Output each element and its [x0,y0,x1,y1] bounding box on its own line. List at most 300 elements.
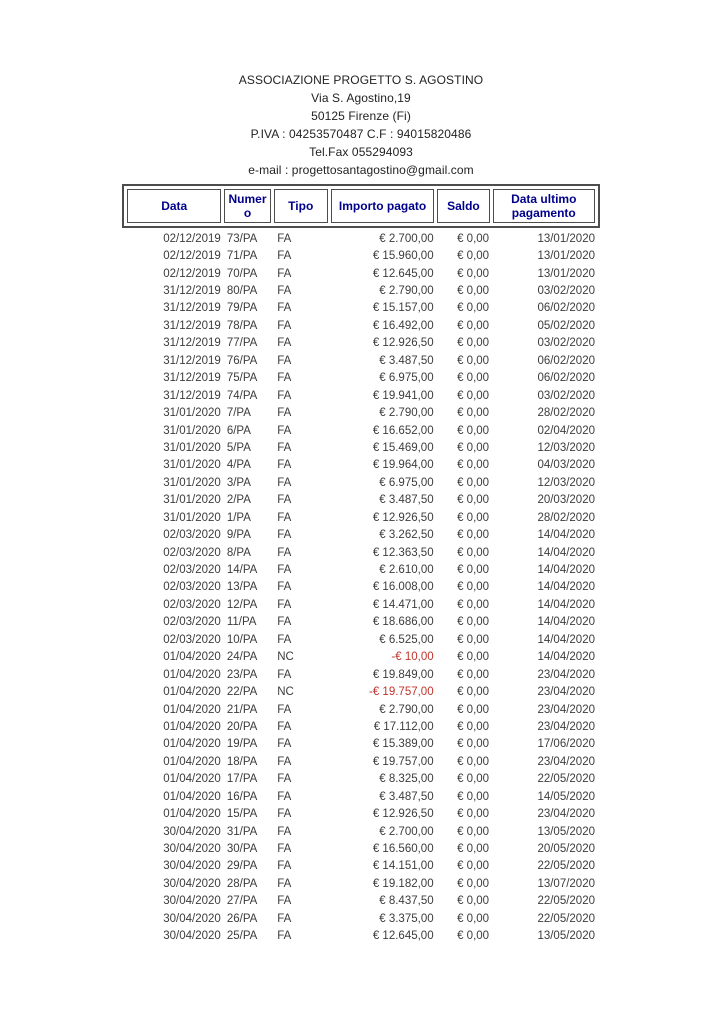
cell-amount-paid: € 17.112,00 [373,720,434,733]
cell-amount-paid: € 18.686,00 [372,616,434,629]
cell-type: FA [277,668,292,681]
cell-amount-paid: € 16.492,00 [372,319,434,332]
cell-type: FA [277,250,292,263]
cell-amount-paid: € 2.790,00 [379,407,434,420]
cell-number: 3/PA [226,476,251,489]
cell-balance: € 0,00 [457,651,490,664]
payments-table-body [127,230,597,945]
header-row [127,189,595,223]
cell-amount-paid: € 16.008,00 [372,581,434,594]
cell-amount-paid: € 15.469,00 [372,441,434,454]
table-row [127,352,597,369]
cell-number: 9/PA [226,529,251,542]
cell-amount-paid: € 14.151,00 [372,860,434,873]
cell-amount-paid: € 12.645,00 [372,930,434,943]
cell-number: 12/PA [226,598,258,611]
cell-last-payment-date: 23/04/2020 [537,720,595,733]
table-row [127,928,597,945]
cell-date: 31/01/2020 [163,476,221,489]
cell-last-payment-date: 17/06/2020 [537,738,595,751]
cell-last-payment-date: 14/04/2020 [537,564,595,577]
cell-last-payment-date: 14/04/2020 [537,651,595,664]
cell-date: 30/04/2020 [163,912,221,925]
cell-last-payment-date: 13/01/2020 [537,267,595,280]
cell-balance: € 0,00 [457,459,490,472]
cell-balance: € 0,00 [457,598,490,611]
cell-date: 01/04/2020 [163,668,221,681]
cell-amount-paid: € 19.964,00 [372,459,434,472]
cell-type: FA [277,389,292,402]
cell-type: FA [277,337,292,350]
cell-type: FA [277,616,292,629]
cell-amount-paid: € 15.389,00 [372,738,434,751]
cell-date: 30/04/2020 [163,877,221,890]
cell-type: FA [277,703,292,716]
cell-type: FA [277,790,292,803]
cell-balance: € 0,00 [457,877,490,890]
cell-number: 29/PA [226,860,258,873]
table-row [127,509,597,526]
table-row [127,631,597,648]
table-row [127,858,597,875]
cell-last-payment-date: 23/04/2020 [537,668,595,681]
cell-last-payment-date: 06/02/2020 [537,354,595,367]
cell-type: FA [277,302,292,315]
cell-type: FA [277,860,292,873]
cell-type: NC [277,651,294,664]
cell-number: 74/PA [226,389,258,402]
cell-last-payment-date: 06/02/2020 [537,302,595,315]
cell-date: 02/03/2020 [163,564,221,577]
cell-type: FA [277,825,292,838]
cell-balance: € 0,00 [457,407,490,420]
cell-last-payment-date: 14/04/2020 [537,529,595,542]
cell-date: 31/12/2019 [163,337,221,350]
cell-amount-paid: € 16.560,00 [372,843,434,856]
cell-balance: € 0,00 [457,930,490,943]
cell-last-payment-date: 04/03/2020 [537,459,595,472]
cell-number: 23/PA [226,668,258,681]
cell-type: FA [277,232,292,245]
cell-type: FA [277,720,292,733]
cell-date: 01/04/2020 [163,651,221,664]
table-row [127,265,597,282]
cell-last-payment-date: 23/04/2020 [537,686,595,699]
cell-date: 30/04/2020 [163,843,221,856]
cell-balance: € 0,00 [457,302,490,315]
cell-number: 28/PA [226,877,258,890]
cell-amount-paid: € 14.471,00 [372,598,434,611]
cell-amount-paid: € 15.157,00 [372,302,434,315]
table-row [127,771,597,788]
table-row [127,422,597,439]
cell-date: 31/01/2020 [163,424,221,437]
cell-balance: € 0,00 [457,668,490,681]
cell-last-payment-date: 03/02/2020 [537,337,595,350]
cell-balance: € 0,00 [457,441,490,454]
cell-balance: € 0,00 [457,773,490,786]
table-row [127,753,597,770]
cell-amount-paid: € 6.525,00 [379,633,434,646]
cell-date: 30/04/2020 [163,860,221,873]
cell-number: 13/PA [226,581,258,594]
cell-last-payment-date: 05/02/2020 [537,319,595,332]
cell-date: 02/03/2020 [163,633,221,646]
cell-last-payment-date: 23/04/2020 [537,703,595,716]
cell-amount-paid: € 6.975,00 [379,372,434,385]
cell-date: 31/12/2019 [163,302,221,315]
cell-balance: € 0,00 [457,686,490,699]
cell-balance: € 0,00 [457,616,490,629]
cell-number: 71/PA [226,250,258,263]
cell-date: 30/04/2020 [163,895,221,908]
cell-number: 24/PA [226,651,258,664]
cell-amount-paid: € 3.262,50 [379,529,434,542]
cell-amount-paid: € 3.375,00 [379,912,434,925]
address-street: Via S. Agostino,19 [311,91,411,105]
cell-number: 77/PA [226,337,258,350]
table-row [127,335,597,352]
org-name: ASSOCIAZIONE PROGETTO S. AGOSTINO [238,73,484,87]
cell-amount-paid: € 2.610,00 [379,564,434,577]
payments-table-header [122,184,600,228]
cell-type: FA [277,738,292,751]
cell-type: FA [277,407,292,420]
cell-last-payment-date: 14/04/2020 [537,581,595,594]
cell-last-payment-date: 20/03/2020 [537,494,595,507]
table-row [127,230,597,247]
cell-last-payment-date: 12/03/2020 [537,441,595,454]
cell-type: FA [277,755,292,768]
cell-last-payment-date: 20/05/2020 [537,843,595,856]
table-row [127,317,597,334]
cell-number: 6/PA [226,424,251,437]
cell-balance: € 0,00 [457,267,490,280]
table-row [127,649,597,666]
cell-amount-paid: € 19.941,00 [372,389,434,402]
cell-balance: € 0,00 [457,790,490,803]
cell-amount-paid: € 8.325,00 [379,773,434,786]
cell-type: FA [277,546,292,559]
cell-last-payment-date: 13/05/2020 [537,825,595,838]
cell-number: 76/PA [226,354,258,367]
cell-number: 22/PA [226,686,258,699]
cell-number: 14/PA [226,564,258,577]
cell-number: 11/PA [226,616,257,629]
cell-type: FA [277,930,292,943]
cell-number: 1/PA [226,511,251,524]
table-row [127,439,597,456]
cell-date: 31/12/2019 [163,319,221,332]
cell-type: FA [277,581,292,594]
cell-number: 2/PA [226,494,251,507]
cell-date: 01/04/2020 [163,703,221,716]
table-row [127,788,597,805]
cell-last-payment-date: 06/02/2020 [537,372,595,385]
cell-date: 02/12/2019 [163,267,221,280]
cell-date: 02/03/2020 [163,616,221,629]
cell-last-payment-date: 12/03/2020 [537,476,595,489]
cell-balance: € 0,00 [457,389,490,402]
table-row [127,492,597,509]
cell-balance: € 0,00 [457,633,490,646]
cell-last-payment-date: 13/07/2020 [537,877,595,890]
cell-amount-paid: -€ 19.757,00 [369,686,434,699]
cell-amount-paid: € 6.975,00 [379,476,434,489]
cell-amount-paid: € 3.487,50 [379,354,434,367]
cell-type: FA [277,633,292,646]
table-row [127,893,597,910]
table-row [127,300,597,317]
cell-type: FA [277,354,292,367]
cell-balance: € 0,00 [457,494,490,507]
cell-amount-paid: € 12.645,00 [372,267,434,280]
cell-balance: € 0,00 [457,738,490,751]
cell-number: 17/PA [226,773,258,786]
cell-last-payment-date: 13/01/2020 [537,232,595,245]
cell-number: 26/PA [226,912,258,925]
cell-amount-paid: € 12.926,50 [372,808,434,821]
table-row [127,404,597,421]
cell-last-payment-date: 22/05/2020 [537,860,595,873]
cell-amount-paid: € 19.757,00 [372,755,434,768]
cell-number: 73/PA [226,232,258,245]
cell-type: FA [277,895,292,908]
cell-type: FA [277,843,292,856]
cell-last-payment-date: 13/05/2020 [537,930,595,943]
table-row [127,718,597,735]
table-row [127,736,597,753]
table-row [127,579,597,596]
cell-balance: € 0,00 [457,703,490,716]
table-row [127,561,597,578]
cell-balance: € 0,00 [457,895,490,908]
cell-balance: € 0,00 [457,843,490,856]
column-header-balance: Saldo [437,189,489,223]
cell-type: FA [277,877,292,890]
cell-last-payment-date: 14/04/2020 [537,546,595,559]
cell-amount-paid: € 2.790,00 [379,703,434,716]
cell-date: 31/12/2019 [163,389,221,402]
cell-number: 16/PA [226,790,258,803]
column-header-last-payment-date: Data ultimo pagamento [493,189,595,223]
tel-fax: Tel.Fax 055294093 [309,145,413,159]
vat-fiscal-code: P.IVA : 04253570487 C.F : 94015820486 [250,127,472,141]
cell-balance: € 0,00 [457,912,490,925]
cell-amount-paid: € 3.487,50 [379,494,434,507]
address-city: 50125 Firenze (Fi) [311,109,411,123]
cell-number: 8/PA [226,546,251,559]
cell-type: FA [277,808,292,821]
cell-number: 27/PA [226,895,258,908]
cell-number: 10/PA [226,633,258,646]
cell-type: FA [277,494,292,507]
cell-balance: € 0,00 [457,529,490,542]
cell-balance: € 0,00 [457,250,490,263]
cell-date: 02/03/2020 [163,546,221,559]
cell-type: FA [277,773,292,786]
cell-amount-paid: € 8.437,50 [379,895,434,908]
cell-date: 02/12/2019 [163,250,221,263]
cell-date: 31/12/2019 [163,354,221,367]
cell-type: FA [277,459,292,472]
cell-date: 30/04/2020 [163,825,221,838]
column-header-date: Data [127,189,221,223]
cell-balance: € 0,00 [457,808,490,821]
cell-last-payment-date: 28/02/2020 [537,511,595,524]
cell-number: 30/PA [226,843,258,856]
cell-balance: € 0,00 [457,860,490,873]
table-row [127,474,597,491]
cell-type: FA [277,441,292,454]
cell-last-payment-date: 03/02/2020 [537,285,595,298]
table-row [127,596,597,613]
table-row [127,387,597,404]
cell-balance: € 0,00 [457,581,490,594]
cell-type: FA [277,372,292,385]
cell-last-payment-date: 03/02/2020 [537,389,595,402]
cell-date: 02/03/2020 [163,529,221,542]
cell-last-payment-date: 22/05/2020 [537,895,595,908]
cell-last-payment-date: 22/05/2020 [537,773,595,786]
cell-date: 31/12/2019 [163,285,221,298]
table-row [127,457,597,474]
cell-last-payment-date: 13/01/2020 [537,250,595,263]
cell-number: 78/PA [226,319,258,332]
cell-date: 31/01/2020 [163,459,221,472]
cell-date: 01/04/2020 [163,686,221,699]
cell-type: FA [277,511,292,524]
table-row [127,910,597,927]
cell-number: 15/PA [226,808,258,821]
cell-balance: € 0,00 [457,372,490,385]
cell-type: FA [277,598,292,611]
cell-date: 01/04/2020 [163,808,221,821]
cell-type: FA [277,319,292,332]
cell-balance: € 0,00 [457,720,490,733]
cell-date: 01/04/2020 [163,773,221,786]
cell-number: 75/PA [226,372,258,385]
cell-date: 02/03/2020 [163,581,221,594]
payments-table [124,230,600,945]
cell-amount-paid: € 2.700,00 [379,825,434,838]
cell-number: 20/PA [226,720,258,733]
cell-amount-paid: € 19.182,00 [372,877,434,890]
cell-number: 70/PA [226,267,258,280]
cell-balance: € 0,00 [457,424,490,437]
cell-type: FA [277,424,292,437]
cell-date: 31/01/2020 [163,494,221,507]
cell-amount-paid: € 12.926,50 [372,511,434,524]
cell-balance: € 0,00 [457,354,490,367]
cell-date: 01/04/2020 [163,755,221,768]
cell-type: FA [277,285,292,298]
cell-amount-paid: € 19.849,00 [372,668,434,681]
cell-amount-paid: € 15.960,00 [372,250,434,263]
cell-number: 25/PA [226,930,258,943]
table-row [127,247,597,264]
table-row [127,370,597,387]
cell-type: FA [277,529,292,542]
cell-last-payment-date: 28/02/2020 [537,407,595,420]
cell-last-payment-date: 14/05/2020 [537,790,595,803]
table-row [127,840,597,857]
table-row [127,683,597,700]
cell-amount-paid: € 12.926,50 [372,337,434,350]
cell-balance: € 0,00 [457,755,490,768]
cell-amount-paid: € 16.652,00 [372,424,434,437]
cell-date: 01/04/2020 [163,720,221,733]
cell-date: 01/04/2020 [163,790,221,803]
cell-type: FA [277,912,292,925]
cell-type: NC [277,686,294,699]
cell-amount-paid: € 2.790,00 [379,285,434,298]
cell-last-payment-date: 14/04/2020 [537,616,595,629]
cell-amount-paid: € 12.363,50 [372,546,434,559]
cell-number: 80/PA [226,285,258,298]
cell-date: 31/01/2020 [163,407,221,420]
cell-type: FA [277,476,292,489]
column-header-amount-paid: Importo pagato [331,189,434,223]
cell-last-payment-date: 22/05/2020 [537,912,595,925]
cell-number: 31/PA [226,825,258,838]
table-row [127,701,597,718]
cell-balance: € 0,00 [457,546,490,559]
table-row [127,544,597,561]
cell-number: 21/PA [226,703,258,716]
cell-number: 18/PA [226,755,258,768]
table-row [127,666,597,683]
cell-balance: € 0,00 [457,285,490,298]
cell-balance: € 0,00 [457,511,490,524]
letterhead [122,71,600,179]
table-row [127,614,597,631]
cell-last-payment-date: 23/04/2020 [537,808,595,821]
cell-balance: € 0,00 [457,476,490,489]
table-row [127,526,597,543]
cell-date: 30/04/2020 [163,930,221,943]
cell-balance: € 0,00 [457,319,490,332]
cell-number: 7/PA [226,407,251,420]
cell-balance: € 0,00 [457,825,490,838]
table-row [127,805,597,822]
cell-balance: € 0,00 [457,337,490,350]
cell-last-payment-date: 14/04/2020 [537,633,595,646]
cell-date: 01/04/2020 [163,738,221,751]
report-content [122,0,600,945]
cell-date: 02/12/2019 [163,232,221,245]
table-row [127,875,597,892]
cell-date: 31/01/2020 [163,511,221,524]
email: e-mail : progettosantagostino@gmail.com [248,163,474,177]
cell-type: FA [277,267,292,280]
cell-number: 4/PA [226,459,251,472]
cell-balance: € 0,00 [457,564,490,577]
cell-last-payment-date: 02/04/2020 [537,424,595,437]
cell-last-payment-date: 23/04/2020 [537,755,595,768]
cell-number: 5/PA [226,441,251,454]
cell-balance: € 0,00 [457,232,490,245]
cell-number: 19/PA [226,738,258,751]
cell-amount-paid: € 2.700,00 [379,232,434,245]
cell-last-payment-date: 14/04/2020 [537,598,595,611]
cell-date: 31/01/2020 [163,441,221,454]
column-header-type: Tipo [274,189,328,223]
cell-date: 31/12/2019 [163,372,221,385]
table-row [127,282,597,299]
column-header-number: Numero [224,189,270,223]
cell-amount-paid: € 3.487,50 [379,790,434,803]
